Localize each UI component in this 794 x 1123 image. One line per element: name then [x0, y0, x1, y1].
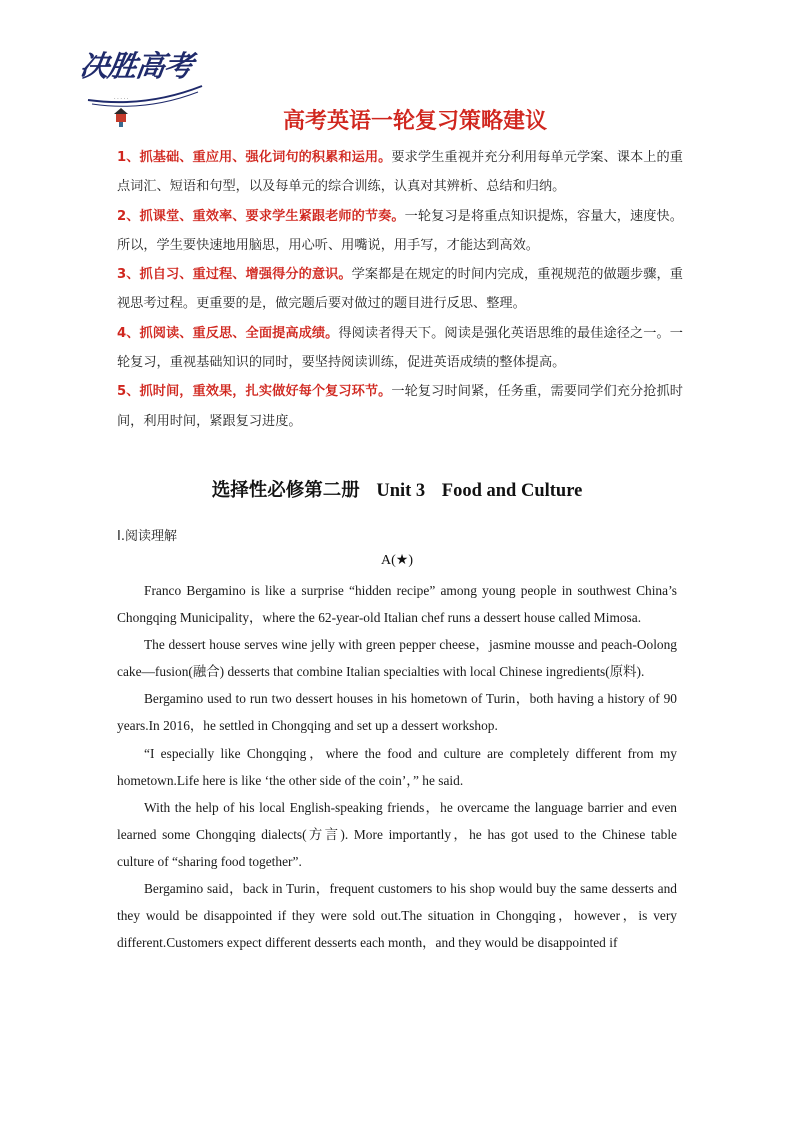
strategy-tips	[117, 143, 683, 436]
tip-body: 学案都是在规定的时间内完成，重视规范的做题步骤，重视思考过程。更重要的是，做完题后要对做过的题目进行反思、整理。	[117, 267, 683, 312]
passage-paragraph: Franco Bergamino is like a surprise “hidden recipe” among young people in southwest China’s Chongqing Municipality，where the 62-year-old Italian chef runs a dessert house called Mimosa.	[117, 583, 677, 626]
passage-paragraph: With the help of his local English-speaking friends，he overcame the language barrier and even learned some Chongqing dialects(方言). More importantly，he has got used to the Chinese table culture of “sharing food together”.	[117, 799, 677, 869]
tip-item	[117, 202, 683, 261]
tip-body: 一轮复习是将重点知识提炼，容量大，速度快。所以，学生要快速地用脑思，用心听、用嘴说，用手写，才能达到高效。	[117, 208, 683, 253]
tip-heading: 3、抓自习、重过程、增强得分的意识。	[117, 267, 352, 283]
tip-body: 得阅读者得天下。阅读是强化英语思维的最佳途径之一。一轮复习，重视基础知识的同时，要坚持阅读训练，促进英语成绩的整体提高。	[117, 325, 683, 371]
passage-label: A(★)	[381, 553, 413, 568]
book-name: 选择性必修第二册	[211, 481, 360, 501]
passage-paragraph: Bergamino used to run two dessert houses in his hometown of Turin，both having a history of 90 years.In 2016，he settled in Chongqing and set up a dessert workshop.	[117, 691, 677, 734]
tip-item	[117, 260, 683, 319]
reading-passage	[117, 577, 677, 956]
unit-heading	[0, 476, 794, 502]
tip-heading: 2、抓课堂、重效率、要求学生紧跟老师的节奏。	[117, 208, 405, 224]
logo-subtitle: · · · · ·	[114, 96, 129, 102]
page-title: 高考英语一轮复习策略建议	[282, 109, 547, 134]
tip-heading: 1、抓基础、重应用、强化词句的积累和运用。	[117, 150, 392, 165]
tip-body: 要求学生重视并充分利用每单元学案、课本上的重点词汇、短语和句型，以及每单元的综合训练，认真对其辨析、总结和归纳。	[117, 150, 683, 195]
passage-paragraph: “I especially like Chongqing，where the food and culture are completely different from my hometown.Life here is like ‘the other side of the coin’，” he said.	[117, 745, 677, 788]
logo-text: 决胜高考	[77, 49, 195, 83]
passage-paragraph: Bergamino said，back in Turin，frequent customers to his shop would buy the same desserts and they would be disappointed if they were sold out.The situation in Chongqing，however，is very different.Customers expect different desserts each month，and they would be disappointed if	[117, 881, 677, 951]
tip-item	[117, 319, 683, 378]
section-label: Ⅰ.阅读理解	[117, 529, 177, 544]
unit-topic: Food and Culture	[441, 481, 583, 501]
passage-paragraph: The dessert house serves wine jelly with green pepper cheese，jasmine mousse and peach-Oolong cake—fusion(融合) desserts that combine Italian specialties with local Chinese ingredients(原料).	[117, 637, 677, 680]
tip-item	[117, 143, 683, 202]
unit-number: Unit 3	[376, 481, 426, 501]
tip-heading: 4、抓阅读、重反思、全面提高成绩。	[117, 325, 339, 341]
tip-item	[117, 377, 683, 436]
tip-body: 一轮复习时间紧，任务重，需要同学们充分抢抓时间，利用时间，紧跟复习进度。	[117, 384, 683, 429]
tip-heading: 5、抓时间，重效果，扎实做好每个复习环节。	[117, 384, 392, 400]
